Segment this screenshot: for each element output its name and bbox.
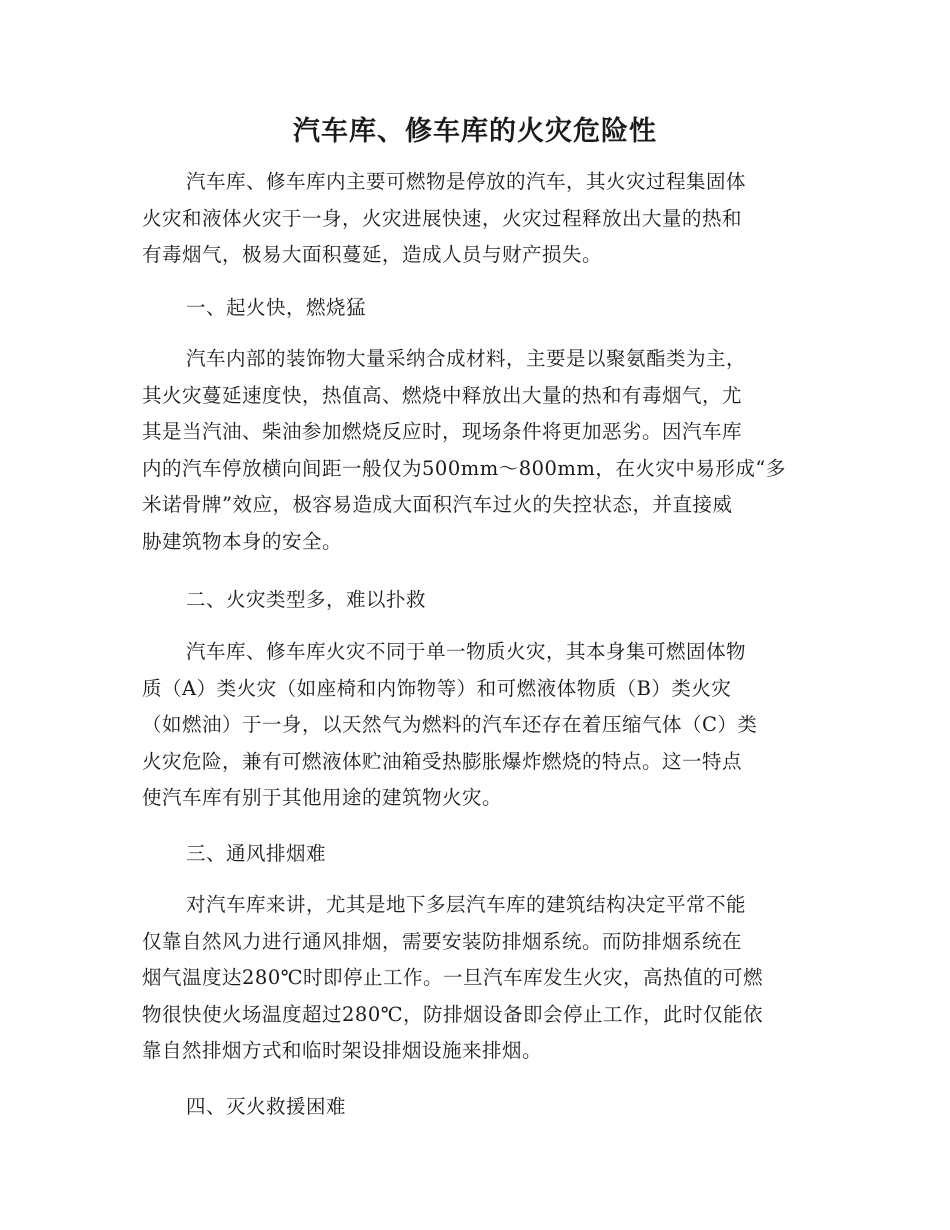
section-1-paragraph bbox=[142, 341, 812, 560]
paragraph-line: 汽车库、修车库火灾不同于单一物质火灾，其本身集可燃固体物 bbox=[186, 640, 747, 663]
intro-paragraph bbox=[142, 164, 812, 274]
paragraph-line: 汽车库、修车库内主要可燃物是停放的汽车，其火灾过程集固体 bbox=[186, 170, 747, 193]
paragraph-line: 胁建筑物本身的安全。 bbox=[142, 529, 343, 553]
paragraph-line: 对汽车库来讲，尤其是地下多层汽车库的建筑结构决定平常不能 bbox=[186, 893, 747, 916]
paragraph-line: 使汽车库有别于其他用途的建筑物火灾。 bbox=[142, 786, 503, 809]
paragraph-line: 其火灾蔓延速度快，热值高、燃烧中释放出大量的热和有毒烟气，尤 bbox=[142, 383, 743, 407]
paragraph-line: （如燃油）于一身，以天然气为燃料的汽车还存在着压缩气体（C）类 bbox=[142, 713, 758, 736]
paragraph-line: 汽车内部的装饰物大量采纳合成材料，主要是以聚氨酯类为主， bbox=[186, 347, 747, 370]
paragraph-line: 米诺骨牌”效应，极容易造成大面积汽车过火的失控状态，并直接威 bbox=[142, 493, 733, 516]
section-heading-text: 三、通风排烟难 bbox=[186, 842, 327, 865]
section-heading-1 bbox=[142, 290, 812, 327]
section-heading-text: 四、灭火救援困难 bbox=[186, 1095, 347, 1118]
paragraph-line: 内的汽车停放横向间距一般仅为500mm～800mm，在火灾中易形成“多 bbox=[142, 456, 786, 480]
paragraph-line: 有毒烟气，极易大面积蔓延，造成人员与财产损失。 bbox=[142, 243, 603, 266]
paragraph-line: 火灾和液体火灾于一身，火灾进展快速，火灾过程释放出大量的热和 bbox=[142, 206, 743, 230]
section-heading-3 bbox=[142, 836, 812, 873]
section-heading-text: 一、起火快，燃烧猛 bbox=[186, 296, 367, 319]
section-heading-4 bbox=[142, 1089, 812, 1126]
paragraph-line: 靠自然排烟方式和临时架设排烟设施来排烟。 bbox=[142, 1039, 543, 1062]
paragraph-line: 仅靠自然风力进行通风排烟，需要安装防排烟系统。而防排烟系统在 bbox=[142, 929, 743, 953]
paragraph-line: 其是当汽油、柴油参加燃烧反应时，现场条件将更加恶劣。因汽车库 bbox=[142, 420, 743, 443]
section-2-paragraph bbox=[142, 634, 812, 817]
paragraph-line: 火灾危险，兼有可燃液体贮油箱受热膨胀爆炸燃烧的特点。这一特点 bbox=[142, 749, 743, 773]
section-3-paragraph bbox=[142, 887, 812, 1070]
document-title: 汽车库、修车库的火灾危险性 bbox=[293, 116, 657, 147]
paragraph-line: 物很快使火场温度超过280℃，防排烟设备即会停止工作，此时仅能依 bbox=[142, 1002, 764, 1026]
paragraph-line: 烟气温度达280℃时即停止工作。一旦汽车库发生火灾，高热值的可燃 bbox=[142, 966, 764, 989]
section-heading-2 bbox=[142, 582, 812, 619]
paragraph-line: 质（A）类火灾（如座椅和内饰物等）和可燃液体物质（B）类火灾 bbox=[142, 676, 732, 700]
section-heading-text: 二、火灾类型多，难以扑救 bbox=[186, 588, 427, 611]
